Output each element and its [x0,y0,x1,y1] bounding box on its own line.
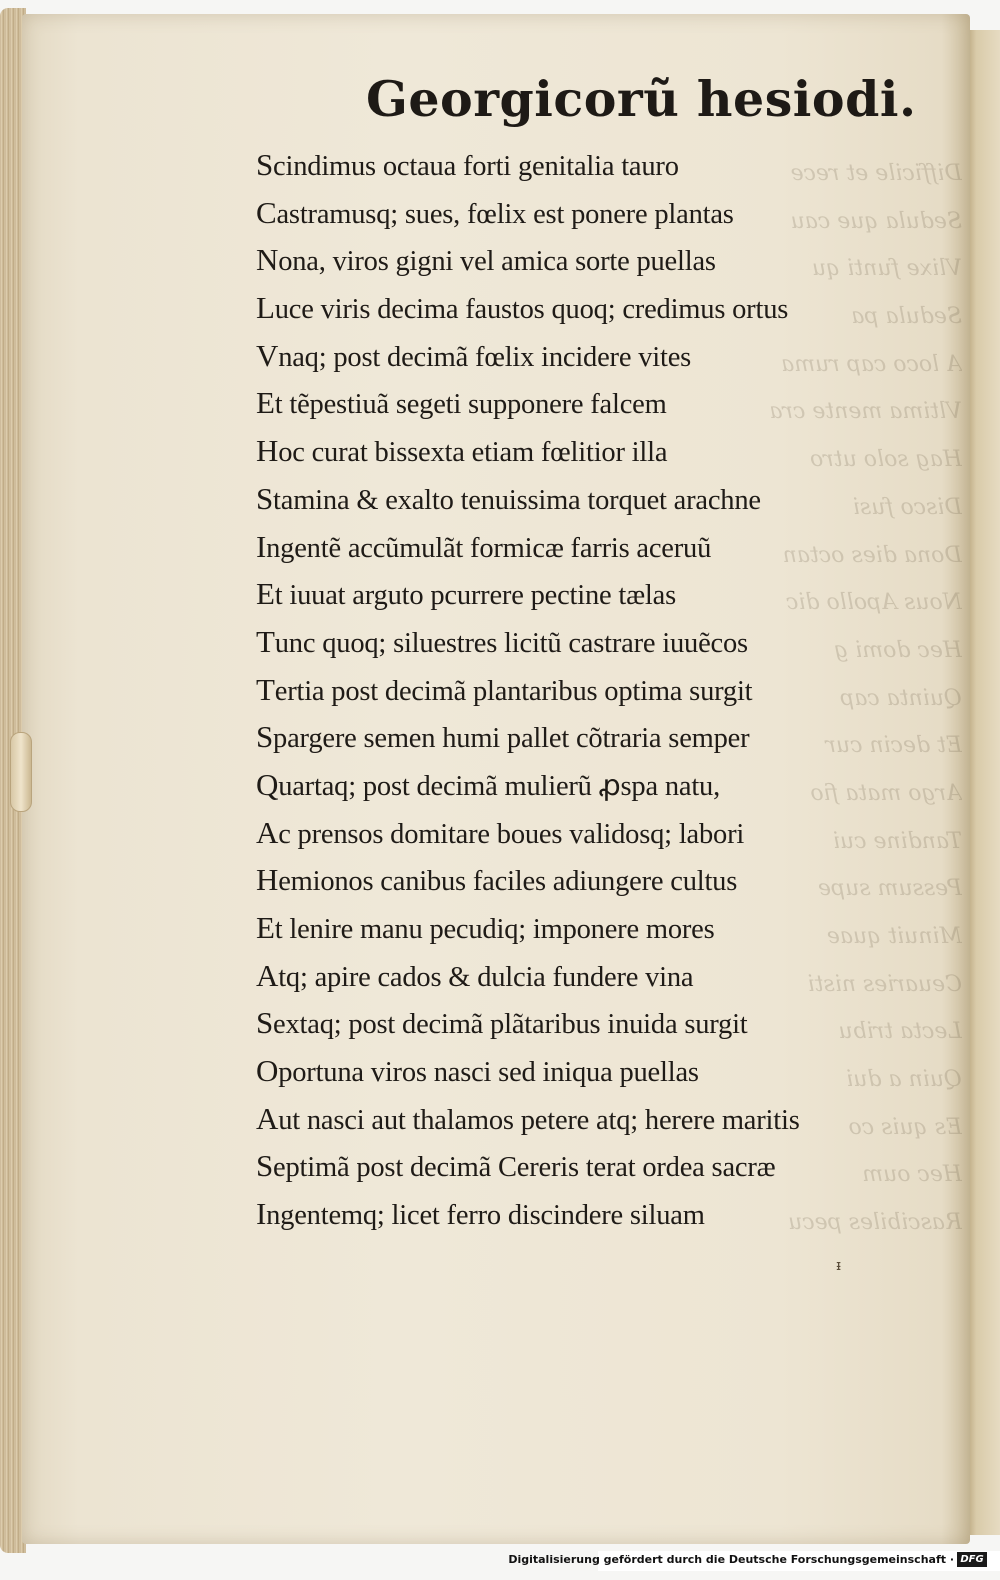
verse-line: Aut nasci aut thalamos petere atq; herere maritis [256,1100,800,1136]
verse-line: Et iuuat arguto pcurrere pectine tælas [256,576,676,612]
dfg-logo: DFG [957,1552,987,1567]
verse-line: Stamina & exalto tenuissima torquet arachne [256,480,761,516]
ink-mark: ᵻ [836,1258,842,1274]
page-clip [10,732,32,812]
verse-line: Tunc quoq; siluestres licitũ castrare iuuẽcos [256,623,748,659]
verse-line: Castramusq; sues, fœlix est ponere plantas [256,194,734,230]
verse-line: Atq; apire cados & dulcia fundere vina [256,957,694,993]
verse-line: Quartaq; post decimã mulierũ ꝓspa natu, [256,766,721,802]
verse-line: Hoc curat bissexta etiam fœlitior illa [256,433,668,469]
verse-line: Ac prensos domitare boues validosq; labori [256,814,745,850]
verse-line: Luce viris decima faustos quoq; credimus ortus [256,290,789,326]
verse-line: Spargere semen humi pallet cõtraria semper [256,719,750,755]
verse-line: Ingentẽ accũmulãt formicæ farris aceruũ [256,528,712,564]
facing-page-edge [966,30,1000,1535]
verse-line: Oportuna viros nasci sed iniqua puellas [256,1053,699,1089]
verse-line: Septimã post decimã Cereris terat ordea sacræ [256,1148,776,1184]
verse-line: Et lenire manu pecudiq; imponere mores [256,910,715,945]
show-through-text: Difficile et rece Sedula que cau Vlixe funti qu Sedula pa A loco cap ruma Vltima mente cra Hag solo utro Disco fusi Dona dies octan Nous Apollo dic Hec domi g Quinta cap Et decin cur Argo mata fio Tandine cui Pessum supe Minuit quae Ceuaries nisti Lecta tribu Quin a dui Es quis co Hec oum Rascibiles pecu [769,161,962,1236]
verse-line: Hemionos canibus faciles adiungere cultus [256,862,738,898]
verse-line: Et tẽpestiuã segeti supponere falcem [256,385,667,421]
verse-line: Vnaq; post decimã fœlix incidere vites [256,337,692,373]
verse-block [256,141,896,1238]
running-title: Georgicorũ hesiodi. [366,70,917,128]
verse-line: Scindimus octaua forti genitalia tauro [256,147,679,182]
verse-line: Nona, viros gigni vel amica sorte puellas [256,242,716,278]
verse-line: Ingentemq; licet ferro discindere siluam [256,1196,705,1232]
verse-line: Sextaq; post decimã plãtaribus inuida surgit [256,1005,748,1041]
verse-line: Tertia post decimã plantaribus optima surgit [256,671,753,707]
digitization-credit: Digitalisierung gefördert durch die Deutsche Forschungsgemeinschaft · [508,1553,954,1566]
